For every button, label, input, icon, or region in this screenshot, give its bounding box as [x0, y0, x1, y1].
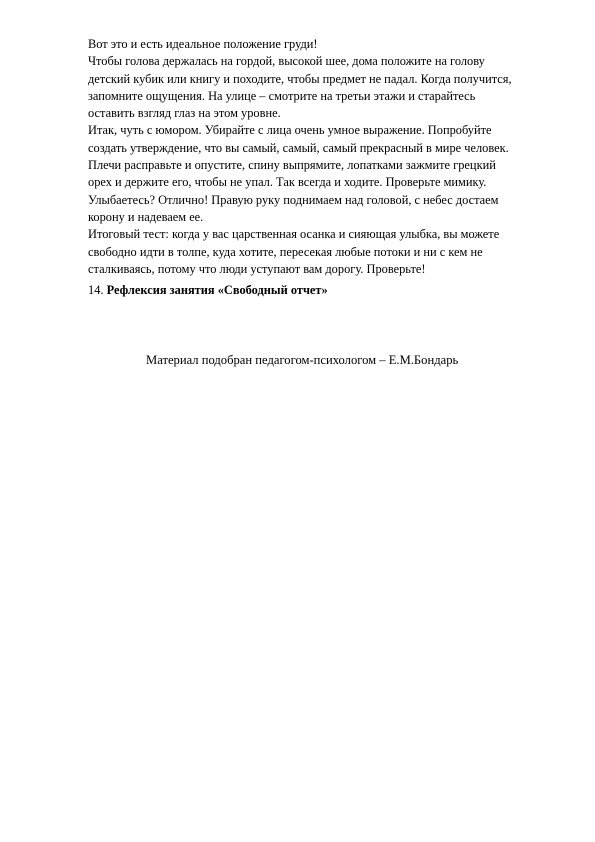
section-title: Рефлексия занятия «Свободный отчет»	[106, 283, 328, 297]
body-text	[88, 36, 558, 278]
text-line: сталкиваясь, потому что люди уступают вам дорогу. Проверьте!	[88, 261, 426, 276]
section-number: 14.	[88, 283, 104, 297]
text-line: запомните ощущения. На улице – смотрите на третьи этажи и старайтесь	[88, 88, 476, 103]
text-line: корону и надеваем ее.	[88, 209, 204, 224]
text-line: орех и держите его, чтобы не упал. Так всегда и ходите. Проверьте мимику.	[88, 175, 487, 190]
text-line: Плечи расправьте и опустите, спину выпрямите, лопатками зажмите грецкий	[88, 158, 496, 173]
text-line: Чтобы голова держалась на гордой, высокой шее, дома положите на голову	[88, 54, 485, 69]
text-line: создать утверждение, что вы самый, самый, самый прекрасный в мире человек.	[88, 140, 509, 155]
section-heading	[88, 282, 328, 299]
text-line: детский кубик или книгу и походите, чтобы предмет не падал. Когда получится,	[88, 71, 512, 86]
text-line: Итоговый тест: когда у вас царственная осанка и сияющая улыбка, вы можете	[88, 227, 500, 242]
text-line: оставить взгляд глаз на этом уровне.	[88, 106, 281, 121]
text-line: свободно идти в толпе, куда хотите, пересекая любые потоки и ни с кем не	[88, 244, 483, 259]
text-line: Итак, чуть с юмором. Убирайте с лица очень умное выражение. Попробуйте	[88, 123, 492, 138]
text-line: Улыбаетесь? Отлично! Правую руку поднимаем над головой, с небес достаем	[88, 192, 499, 207]
text-line: Вот это и есть идеальное положение груди!	[88, 37, 318, 51]
author-signature: Материал подобран педагогом-психологом – Е.М.Бондарь	[146, 353, 459, 367]
